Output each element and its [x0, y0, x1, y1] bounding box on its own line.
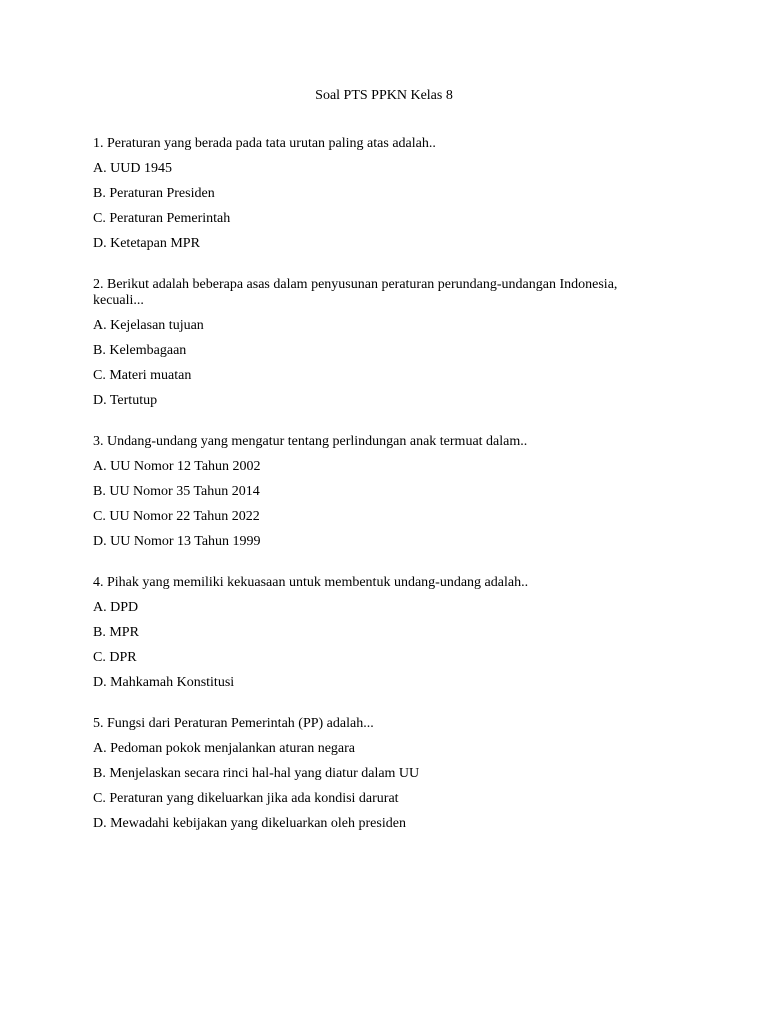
option-a: A. UU Nomor 12 Tahun 2002 [93, 459, 261, 474]
question-text: 2. Berikut adalah beberapa asas dalam penyusunan peraturan perundang-undangan Indonesia, kecuali... [93, 277, 618, 308]
option-c: C. Peraturan yang dikeluarkan jika ada kondisi darurat [93, 791, 399, 806]
option-b: B. Kelembagaan [93, 343, 187, 358]
option-b: B. MPR [93, 625, 139, 640]
question-text: 1. Peraturan yang berada pada tata urutan paling atas adalah.. [93, 136, 436, 151]
option-d: D. Mewadahi kebijakan yang dikeluarkan oleh presiden [93, 816, 406, 831]
page-title: Soal PTS PPKN Kelas 8 [315, 88, 453, 103]
option-b: B. Peraturan Presiden [93, 186, 215, 201]
question-text: 5. Fungsi dari Peraturan Pemerintah (PP) adalah... [93, 716, 374, 731]
option-c: C. DPR [93, 650, 137, 665]
option-d: D. UU Nomor 13 Tahun 1999 [93, 534, 261, 549]
question-3 [93, 434, 653, 550]
option-c: C. Peraturan Pemerintah [93, 211, 231, 226]
question-text: 3. Undang-undang yang mengatur tentang perlindungan anak termuat dalam.. [93, 434, 528, 449]
question-4 [93, 575, 653, 691]
option-d: D. Mahkamah Konstitusi [93, 675, 235, 690]
option-a: A. Pedoman pokok menjalankan aturan negara [93, 741, 356, 756]
option-c: C. UU Nomor 22 Tahun 2022 [93, 509, 260, 524]
option-a: A. UUD 1945 [93, 161, 172, 176]
question-5 [93, 716, 653, 832]
option-a: A. Kejelasan tujuan [93, 318, 204, 333]
option-d: D. Ketetapan MPR [93, 236, 200, 251]
option-b: B. UU Nomor 35 Tahun 2014 [93, 484, 260, 499]
option-a: A. DPD [93, 600, 139, 615]
question-text: 4. Pihak yang memiliki kekuasaan untuk membentuk undang-undang adalah.. [93, 575, 529, 590]
option-b: B. Menjelaskan secara rinci hal-hal yang diatur dalam UU [93, 766, 420, 781]
option-d: D. Tertutup [93, 393, 158, 408]
option-c: C. Materi muatan [93, 368, 192, 383]
question-2 [93, 277, 653, 409]
question-list [93, 136, 653, 857]
question-1 [93, 136, 653, 252]
